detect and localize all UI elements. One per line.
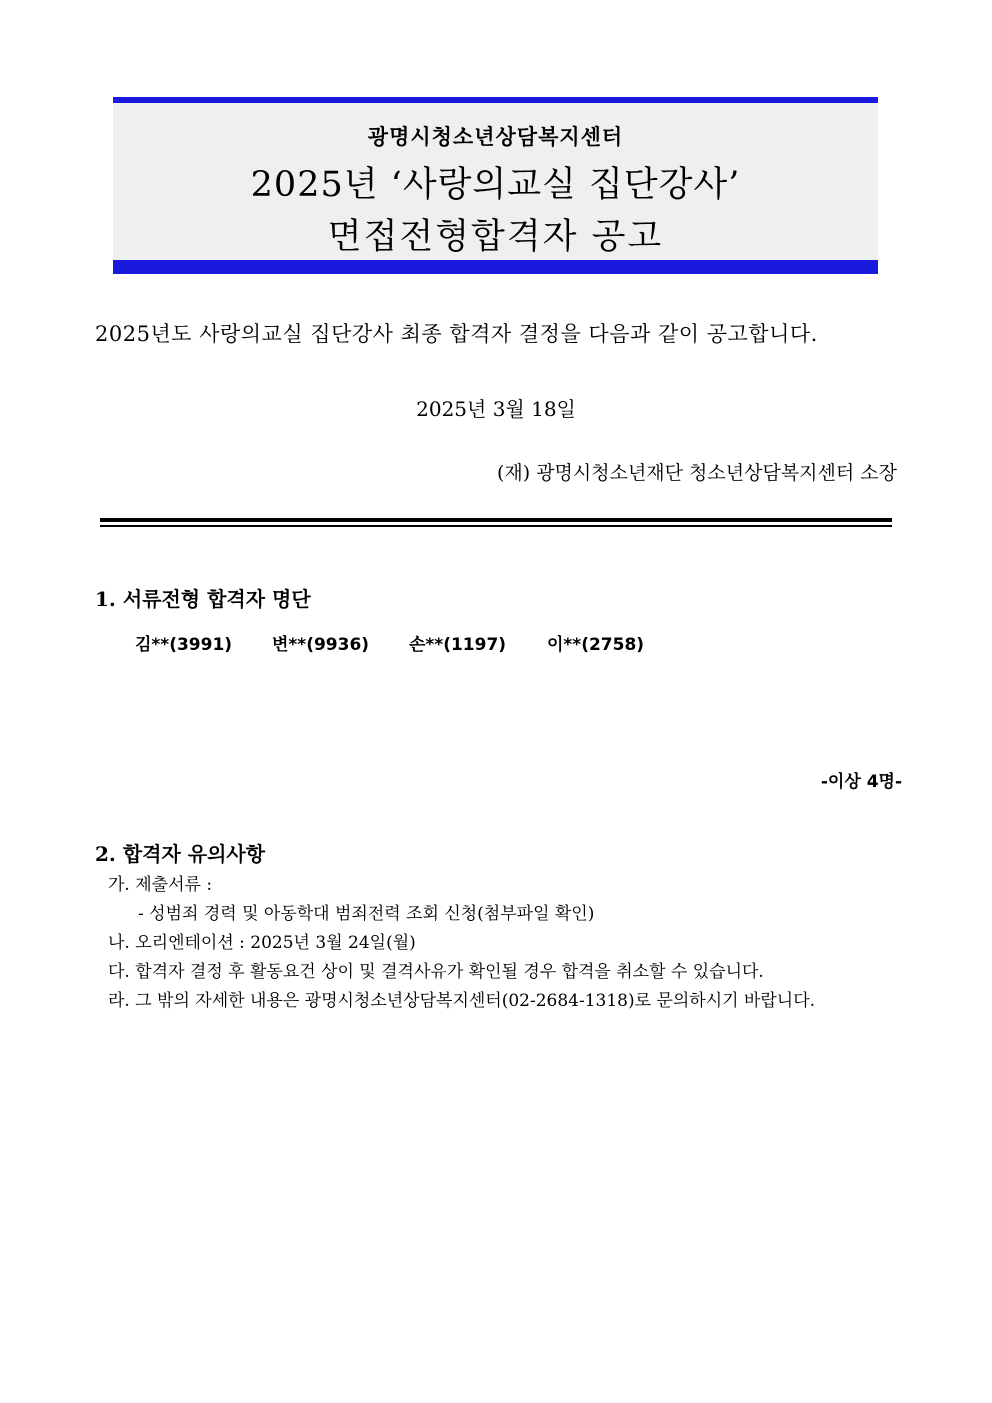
title-banner [113,97,878,274]
intro-text: 2025년도 사랑의교실 집단강사 최종 합격자 결정을 다음과 같이 공고합니다. [95,322,818,346]
divider-thin [100,525,892,527]
passer-name: 김**(3991) [135,635,233,655]
divider-thick [100,518,892,522]
notice-subitem: - 성범죄 경력 및 아동학대 범죄전력 조회 신청(첨부파일 확인) [138,904,595,924]
document-title: 2025년 ‘사랑의교실 집단강사’ [250,165,741,205]
passer-total: -이상 4명- [820,772,902,792]
announcement-date: 2025년 3월 18일 [416,397,576,421]
passer-name: 변**(9936) [272,635,370,655]
notice-item: 다. 합격자 결정 후 활동요건 상이 및 결격사유가 확인될 경우 합격을 취소할 수 있습니다. [108,962,764,982]
issuer: (재) 광명시청소년재단 청소년상담복지센터 소장 [496,462,897,484]
org-name: 광명시청소년상담복지센터 [367,124,624,149]
notice-item: 라. 그 밖의 자세한 내용은 광명시청소년상담복지센터(02-2684-1318)로 문의하시기 바랍니다. [108,991,816,1011]
passer-name: 손**(1197) [409,635,507,655]
passer-name: 이**(2758) [547,635,645,655]
document-subtitle: 면접전형합격자 공고 [327,217,664,257]
notice-list [108,871,815,1016]
section2-title: 2. 합격자 유의사항 [95,842,266,866]
notice-item: 가. 제출서류 : [108,875,213,895]
notice-item: 나. 오리엔테이션 : 2025년 3월 24일(월) [108,933,416,953]
section1-title: 1. 서류전형 합격자 명단 [95,587,311,611]
